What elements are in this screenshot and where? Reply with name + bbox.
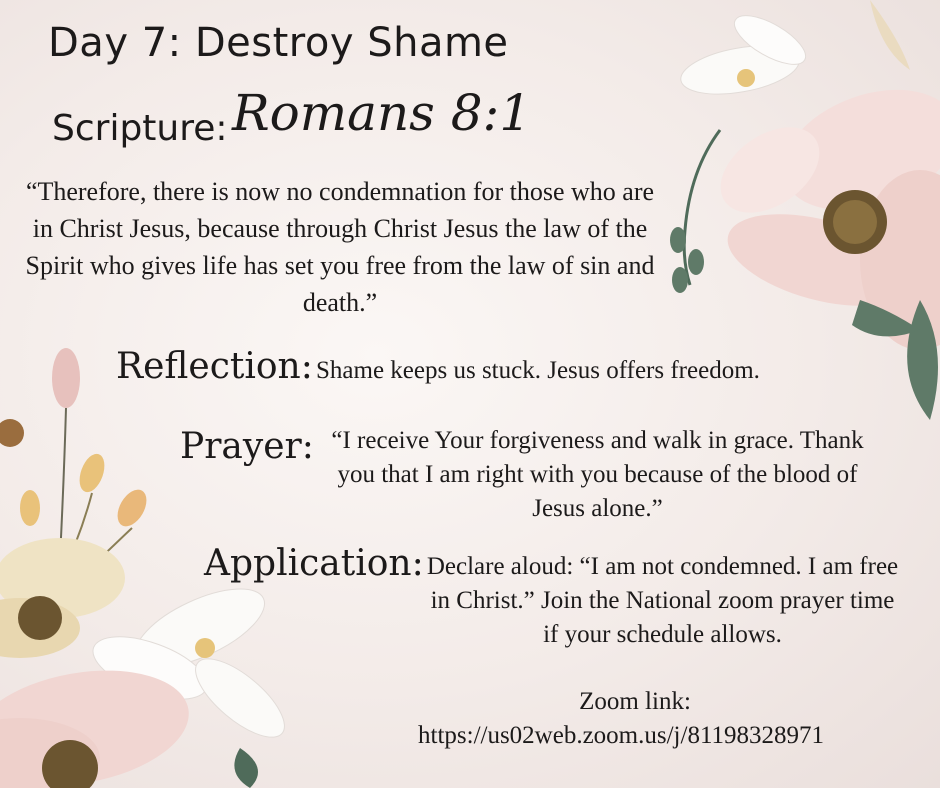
application-text: Declare aloud: “I am not condemned. I am free in Christ.” Join the National zoom prayer time if your schedule allows. xyxy=(426,553,899,648)
large-pink-flower-icon xyxy=(705,68,940,350)
scripture-reference: Romans 8:1 xyxy=(232,84,532,142)
prayer-text: “I receive Your forgiveness and walk in grace. Thank you that I am right with you because of the blood of Jesus alone.” xyxy=(331,427,864,522)
application-label: Application: xyxy=(204,543,424,584)
reflection-label: Reflection: xyxy=(116,346,313,387)
leaf-icon xyxy=(234,748,258,788)
scripture-verse: “Therefore, there is now no condemnation for those who are in Christ Jesus, because through Christ Jesus the law of the Spirit who gives life has set you free from the law of sin and death.” xyxy=(25,177,655,317)
prayer-label: Prayer: xyxy=(180,426,314,467)
zoom-link-label: Zoom link: xyxy=(579,688,691,715)
zoom-link-url[interactable]: https://us02web.zoom.us/j/81198328971 xyxy=(418,722,825,749)
reflection-text: Shame keeps us stuck. Jesus offers freedom. xyxy=(316,357,760,384)
scripture-label: Scripture: xyxy=(52,108,228,149)
white-lily-icon xyxy=(677,6,813,102)
page-title: Day 7: Destroy Shame xyxy=(48,20,509,66)
seed-pod-icon xyxy=(0,419,24,447)
pink-bud-icon xyxy=(52,348,80,558)
